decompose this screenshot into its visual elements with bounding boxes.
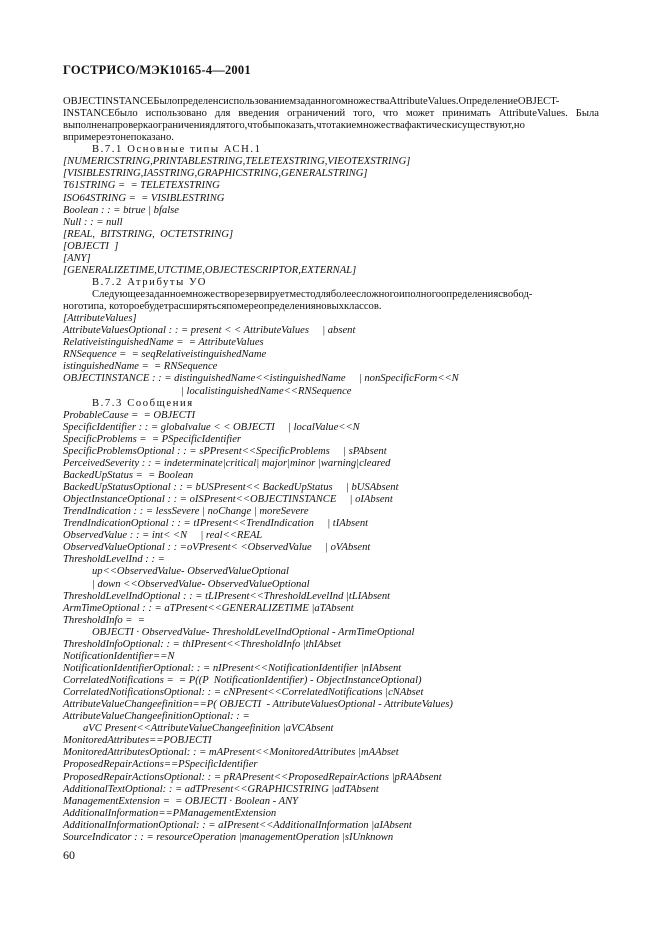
asn1-definition-line: T61STRING = = TELETEXSTRING (63, 180, 220, 192)
asn1-definition-line: [ANY] (63, 252, 91, 264)
asn1-definition-line: ThresholdInfo = = (63, 614, 145, 626)
asn1-definition-line: ObservedValueOptional : : =oVPresent< <ObservedValue | oVAbsent (63, 542, 371, 554)
asn1-definition-line: ProbableCause = = OBJECTI (63, 409, 196, 421)
asn1-definition-line: SpecificProblemsOptional : : = sPPresent<<SpecificProblems | sPAbsent (63, 445, 387, 457)
asn1-definition-line: [NUMERICSTRING,PRINTABLESTRING,TELETEXSTRING,VIEOTEXSTRING] (63, 156, 411, 168)
paragraph-line: INSTANCEбыло использовано для введения ограничений того, что может принимать AttributeValues. Была (63, 108, 599, 120)
asn1-definition-line: ArmTimeOptional : : = aTPresent<<GENERALIZETIME |aTAbsent (63, 602, 354, 614)
asn1-definition-line: MonitoredAttributes==POBJECTI (63, 735, 212, 747)
asn1-definition-line: Boolean : : = btrue | bfalse (63, 204, 179, 216)
asn1-definition-line: ThresholdInfoOptional: : = thIPresent<<ThresholdInfo |thIAbset (63, 638, 341, 650)
asn1-definition-line: [OBJECTI ] (63, 240, 119, 252)
asn1-definition-line: [AttributeValues] (63, 313, 137, 325)
asn1-definition-line: aVC Present<<AttributeValueChangeefinition |aVCAbsent (83, 723, 334, 735)
asn1-definition-line: RNSequence = = seqRelativeistinguishedName (63, 349, 267, 361)
asn1-definition-line: istinguishedName = = RNSequence (63, 361, 218, 373)
paragraph-line: OBJECTINSTANCEБылопределенсиспользованиемзаданногомножестваAttributeValues.ОпределениеOBJECT- (63, 96, 560, 107)
asn1-definition-line: AdditionalInformation==PManagementExtension (63, 807, 277, 819)
asn1-definition-line: TrendIndicationOptional : : = tIPresent<<TrendIndication | tIAbsent (63, 518, 369, 530)
asn1-definition-line: SpecificIdentifier : : = globalvalue < < OBJECTI | localValue<<N (63, 421, 360, 433)
asn1-definition-line: | down <<ObservedValue- ObservedValueOptional (92, 578, 310, 590)
asn1-definition-line: ManagementExtension = = OBJECTI · Boolean - ANY (63, 795, 299, 807)
asn1-definition-line: SourceIndicator : : = resourceOperation |managementOperation |sIUnknown (63, 831, 394, 843)
asn1-definition-line: ObservedValue : : = int< <N | real<<REAL (63, 530, 263, 542)
asn1-definition-line: OBJECTINSTANCE : : = distinguishedName<<istinguishedName | nonSpecificForm<<N (63, 373, 459, 385)
asn1-definition-line: AdditionalTextOptional: : = adTPresent<<GRAPHICSTRING |adTAbsent (63, 783, 379, 795)
asn1-definition-line: AttributeValuesOptional : : = present < < AttributeValues | absent (63, 325, 356, 337)
asn1-definition-line: CorrelatedNotifications = = P((P NotificationIdentifier) - ObjectInstanceOptional) (63, 675, 422, 686)
asn1-definition-line: ObjectInstanceOptional : : = oISPresent<<OBJECTINSTANCE | oIAbsent (63, 494, 393, 506)
asn1-definition-line: up<<ObservedValue- ObservedValueOptional (92, 566, 289, 578)
asn1-definition-line: [GENERALIZETIME,UTCTIME,OBJECTESCRIPTOR,EXTERNAL] (63, 264, 357, 276)
page-number: 60 (63, 848, 75, 862)
asn1-definition-line: ISO64STRING = = VISIBLESTRING (63, 192, 225, 204)
asn1-definition-line: | localistinguishedName<<RNSequence (181, 385, 352, 397)
asn1-definition-line: [REAL, BITSTRING, OCTETSTRING] (63, 228, 234, 240)
asn1-definition-line: PerceivedSeverity : : = indeterminate|critical| major|minor |warning|cleared (63, 457, 391, 469)
asn1-definition-line: BackedUpStatus = = Boolean (63, 469, 194, 481)
asn1-definition-line: ProposedRepairActionsOptional: : = pRAPresent<<ProposedRepairActions |pRAAbsent (63, 771, 442, 783)
paragraph-line: впримереэтонепоказано. (63, 132, 174, 144)
paragraph-line: выполненапроверкаограничениядлятого,чтобыпоказать,чтотакиемножествафактическисуществуют,но (63, 120, 525, 132)
asn1-definition-line: AttributeValueChangeefinitionOptional: : = (63, 711, 250, 723)
asn1-definition-line: ThresholdLevelInd : : = (63, 554, 165, 566)
document-header: ГОСТРИСО/МЭК10165-4—2001 (63, 63, 251, 77)
asn1-definition-line: NotificationIdentifier==N (63, 650, 175, 662)
asn1-definition-line: NotificationIdentifierOptional: : = nIPresent<<NotificationIdentifier |nIAbsent (63, 662, 402, 674)
paragraph-line: Следующеезаданноемножестворезервируетместодляболеесложногоиполногоопределениясвобод- (92, 289, 533, 300)
asn1-definition-line: AttributeValueChangeefinition==P( OBJECTI - AttributeValuesOptional - AttributeValues) (63, 699, 453, 711)
asn1-definition-line: TrendIndication : : = lessSevere | noChange | moreSevere (63, 506, 309, 518)
asn1-definition-line: [VISIBLESTRING,IA5STRING,GRAPHICSTRING,GENERALSTRING] (63, 168, 368, 180)
asn1-definition-line: MonitoredAttributesOptional: : = mAPresent<<MonitoredAttributes |mAAbset (63, 747, 399, 759)
asn1-definition-line: BackedUpStatusOptional : : = bUSPresent<< BackedUpStatus | bUSAbsent (63, 482, 399, 493)
asn1-definition-line: CorrelatedNotificationsOptional: : = cNPresent<<CorrelatedNotifications |cNAbset (63, 687, 424, 699)
asn1-definition-line: Null : : = null (63, 216, 123, 228)
section-heading: В.7.1 Основные типы АСН.1 (92, 144, 262, 156)
section-heading: В.7.3 Сообщения (92, 397, 194, 409)
asn1-definition-line: AdditionalInformationOptional: : = aIPresent<<AdditionalInformation |aIAbsent (63, 819, 412, 831)
asn1-definition-line: SpecificProblems = = PSpecificIdentifier (63, 433, 242, 445)
paragraph-line: ноготипа, котороебудетрасширятьсяпомереопределенияновыхклассов. (63, 301, 382, 313)
section-heading: В.7.2 Атрибуты УО (92, 276, 207, 288)
asn1-definition-line: RelativeistinguishedName = = AttributeValues (63, 337, 264, 349)
asn1-definition-line: ThresholdLevelIndOptional : : = tLIPresent<<ThresholdLevelInd |tLIAbsent (63, 590, 391, 602)
document-body (63, 96, 599, 844)
asn1-definition-line: OBJECTI · ObservedValue- ThresholdLevelIndOptional - ArmTimeOptional (92, 626, 415, 638)
asn1-definition-line: ProposedRepairActions==PSpecificIdentifier (63, 759, 258, 771)
